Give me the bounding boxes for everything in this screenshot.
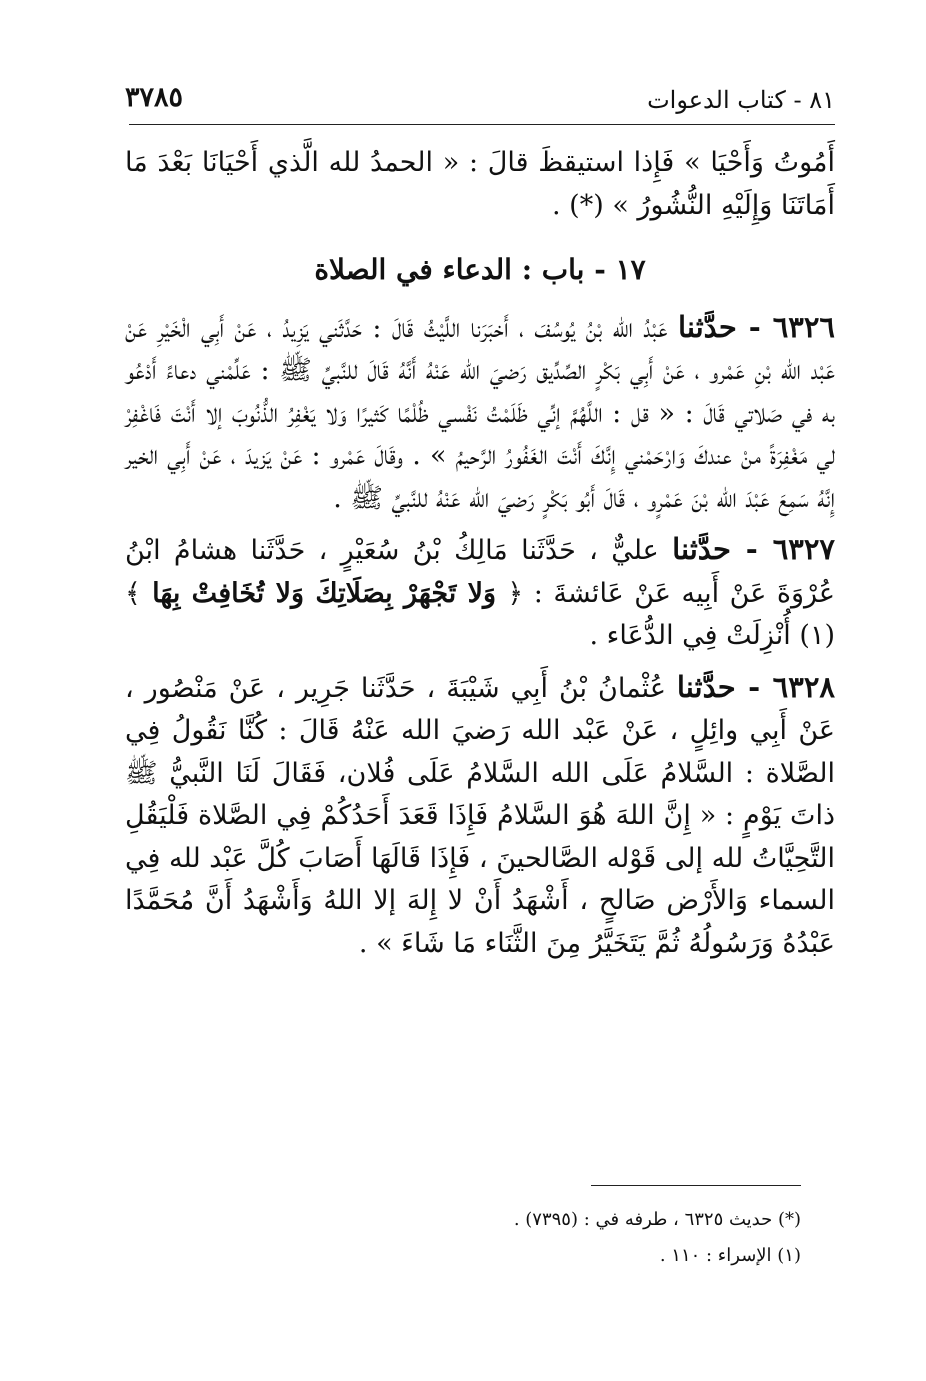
book-page: [125, 70, 836, 959]
intro-paragraph: [125, 142, 835, 227]
hadith-6327: [125, 528, 835, 658]
footnotes: [301, 1202, 801, 1274]
intro-text: أَمُوتُ وَأَحْيَا » فَإِذا استيقظَ قالَ : « الحمدُ لله الَّذي أَحْيَانَا بَعْدَ مَا أَمَاتَنَا وَإِلَيْهِ النُّشُورُ » (*) .: [125, 147, 835, 221]
hadith-text-after: ﴾ (١) أُنْزِلَتْ فِي الدُّعَاء .: [125, 577, 835, 651]
hadith-text: عَبْدُ الله بْنُ يُوسُفَ ، أَخبَرَنا اللَّيْثُ قَالَ : حَدَّثَني يَزِيدُ ، عَنْ أَبِي الْخَيْرِ عَنْ عَبْد الله بْنِ عَمْرو ، عَنْ أَبِي بَكْرٍ الصِّدِّيق رَضيَ الله عَنْهُ أَنَّهُ قَالَ للنَّبيِّ ﷺ : عَلِّمْني دعاءً أَدْعُو به في صَلاتي قَالَ : « قل : اللَّهُمَّ إنِّي ظَلَمْتُ نَفْسي ظُلْمًا كَثيرًا وَلا يَغْفِرُ الذُّنُوبَ إلا أَنْتَ فَاغْفِرْ لي مَغْفِرَةً منْ عندكَ وَارْحَمْني إِنَّكَ أَنْتَ الغَفُورُ الرَّحيمُ » . وقَالَ عَمْرو : عَنْ يَزيدَ ، عَنْ أَبِي الخير إِنَّهُ سَمِعَ عَبْدَ الله بْنَ عَمْرٍو ، قَالَ أَبُو بَكْرٍ رَضيَ الله عَنْهُ للنَّبيِّ ﷺ .: [125, 312, 835, 514]
page-header: [125, 70, 835, 118]
header-divider: [129, 124, 835, 125]
hadith-number: ٦٣٢٨ - حدَّثنا: [676, 669, 835, 704]
hadith-6328: [125, 666, 835, 966]
quran-verse: وَلا تَجْهَرْ بِصَلَاتِكَ وَلا تُخَافِتْ بِهَا: [140, 577, 508, 609]
hadith-6326: [125, 306, 835, 521]
hadith-text: عُثْمانُ بْنُ أَبِي شَيْبَةَ ، حَدَّثَنا جَرِير ، عَنْ مَنْصُور ، عَنْ أَبِي وائِلٍ ، عَنْ عَبْد الله رَضيَ الله عَنْهُ قَالَ : كُنَّا نَقُولُ فِي الصَّلاة : السَّلامُ عَلَى الله السَّلامُ عَلَى فُلان، فَقَالَ لَنَا النَّبيُّ ﷺ ذاتَ يَوْمٍ : « إِنَّ اللهَ هُوَ السَّلامُ فَإِذَا قَعَدَ أَحَدُكُمْ فِي الصَّلاة فَلْيَقُلِ التَّحِيَّاتُ لله إلى قَوْله الصَّالحينَ ، فَإِذَا قَالَهَا أَصَابَ كُلَّ عَبْد لله فِي السماء وَالأَرْض صَالحٍ ، أَشْهَدُ أَنْ لا إِلهَ إلا اللهُ وَأَشْهَدُ أَنَّ مُحَمَّدًا عَبْدُهُ وَرَسُولُهُ ثُمَّ يَتَخَيَّرُ مِنَ الثَّنَاء مَا شَاءَ » .: [125, 672, 835, 959]
footnote-divider: [591, 1185, 801, 1186]
footnote: (١) الإسراء : ١١٠ .: [659, 1245, 801, 1266]
chapter-title: ٨١ - كتاب الدعوات: [647, 86, 835, 114]
hadith-number: ٦٣٢٦ - حدَّثنا: [678, 309, 835, 344]
footnote: (*) حديث ٦٣٢٥ ، طرفه في : (٧٣٩٥) .: [513, 1209, 801, 1230]
body-text: [125, 142, 835, 965]
hadith-text: عليٌّ ، حَدَّثَنا مَالِكُ بْنُ سُعَيْرٍ ، حَدَّثَنا هشامُ ابْنُ عُرْوَةَ عَنْ أَبِيه عَنْ عَائشةَ : ﴿: [125, 535, 836, 609]
hadith-number: ٦٣٢٧ - حدَّثنا: [672, 532, 835, 566]
page-number: ٣٧٨٥: [125, 82, 184, 113]
section-heading: ١٧ - باب : الدعاء في الصلاة: [314, 253, 646, 286]
